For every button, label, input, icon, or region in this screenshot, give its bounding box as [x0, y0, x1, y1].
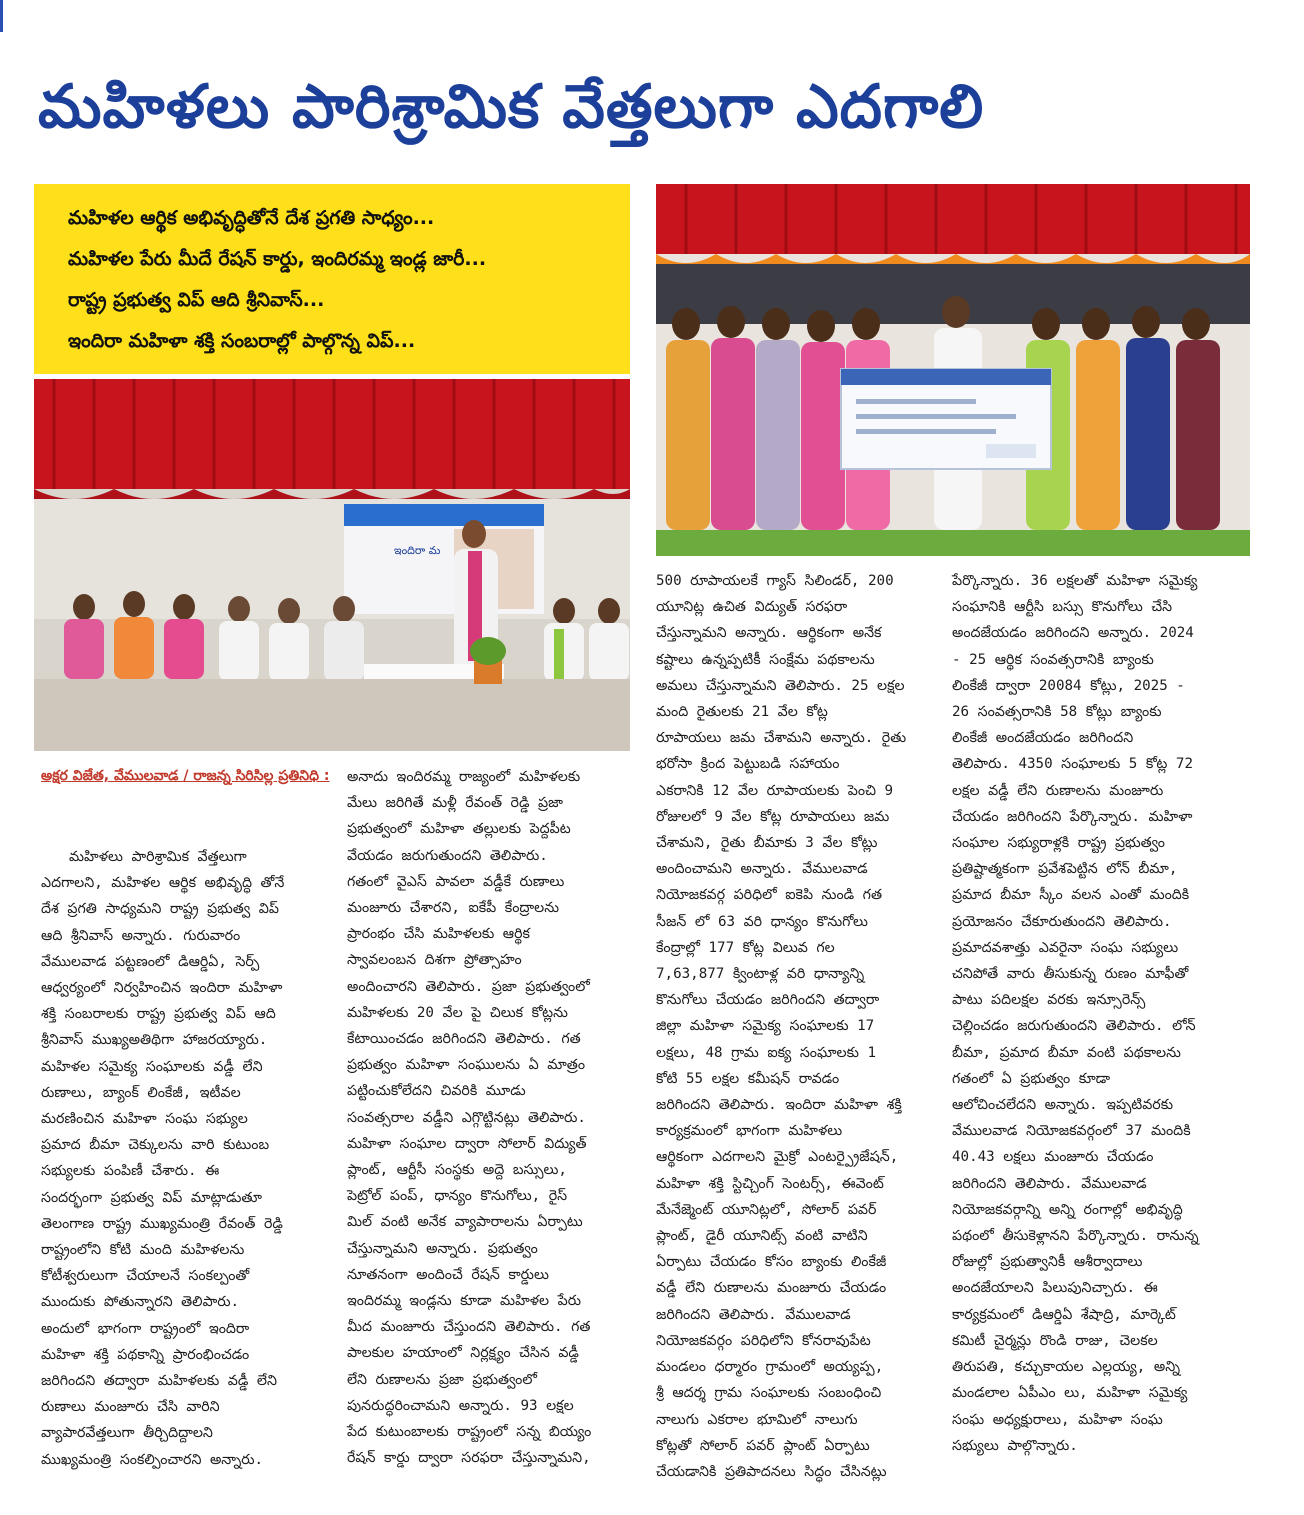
- text-line: మహిళా సంఘాల ద్వారా సోలార్ విద్యుత్: [347, 1135, 587, 1152]
- text-line: ప్రమాదవశాత్తు ఎవరైనా సంఘ సభ్యులు: [952, 939, 1179, 956]
- text-line: కేంద్రాల్లో 177 కోట్ల విలువ గల: [656, 939, 835, 956]
- text-line: రూపాయలు జమ చేశామని అన్నారు. రైతు: [656, 730, 907, 747]
- text-line: జిల్లా మహిళా సమైక్య సంఘాలకు 17: [656, 1018, 875, 1035]
- text-line: చేయడం జరిగిందని పేర్కొన్నారు. మహిళా: [952, 808, 1193, 825]
- text-line: సీజన్ లో 63 వరి ధాన్యం కొనుగోలు: [656, 913, 868, 930]
- text-line: లింకేజీ ద్వారా 20084 కోట్లు, 2025 -: [952, 677, 1185, 694]
- text-line: జరిగిందని తెలిపారు. వేములవాడ: [656, 1306, 851, 1323]
- text-line: తెలిపారు. 4350 సంఘాలకు 5 కోట్ల 72: [952, 756, 1193, 773]
- text-line: లింకేజీ అందజేయడం జరిగిందని: [952, 730, 1134, 747]
- text-line: పథంలో తీసుకెళ్లానని పేర్కొన్నారు. రానున్న: [952, 1228, 1199, 1245]
- text-line: 7,63,877 క్వింటాళ్ల వరి ధాన్యాన్ని: [656, 966, 865, 983]
- text-line: సంఘ అధ్యక్షురాలు, మహిళా సంఘ: [952, 1411, 1163, 1428]
- text-line: మీద మంజూరు చేస్తుందని తెలిపారు. గత: [347, 1319, 591, 1336]
- text-line: మేలు జరిగితే మళ్లీ రేవంత్ రెడ్డి ప్రజా: [347, 795, 563, 812]
- text-line: పునరుద్ధరించామని అన్నారు. 93 లక్షల: [347, 1397, 574, 1414]
- text-line: పేర్కొన్నారు. 36 లక్షలతో మహిళా సమైక్య: [952, 573, 1198, 589]
- text-line: తిరుపతి, కచ్చుకాయల ఎల్లయ్య, అన్ని: [952, 1359, 1181, 1376]
- text-line: అందించారని తెలిపారు. ప్రజా ప్రభుత్వంలో: [347, 978, 590, 995]
- byline: అక్షర విజేత, వేములవాడ / రాజన్న సిరిసిల్ల ప్రతినిధి :: [41, 768, 330, 784]
- text-line: నియోజకవర్గ పరిధిలో ఐకెపి నుండి గత: [656, 887, 882, 904]
- text-line: వేయడం జరుగుతుందని తెలిపారు.: [347, 847, 548, 864]
- text-line: - 25 ఆర్థిక సంవత్సరానికి బ్యాంకు: [952, 651, 1154, 668]
- text-line: ఆధ్వర్యంలో నిర్వహించిన ఇందిరా మహిళా: [41, 980, 283, 997]
- text-line: ముఖ్యమంత్రి సంకల్పించారని అన్నారు.: [41, 1451, 264, 1468]
- text-line: మిల్ వంటి అనేక వ్యాపారాలను ఏర్పాటు: [347, 1214, 583, 1231]
- text-line: మేనేజ్మెంట్ యూనిట్లలో, సోలార్ పవర్: [656, 1201, 877, 1218]
- text-line: మహిళలకు 20 వేల పై చిలుక కోట్లను: [347, 1004, 568, 1021]
- text-line: ప్రయోజనం చేకూరుతుందని తెలిపారు.: [952, 913, 1172, 930]
- text-line: సంఘానికి ఆర్టీసి బస్సు కొనుగోలు చేసి: [952, 599, 1173, 616]
- text-line: గతంలో వైఎస్ పావలా వడ్డీకే రుణాలు: [347, 873, 565, 890]
- text-line: కొనుగోలు చేయడం జరిగిందని తద్వారా: [656, 992, 880, 1009]
- text-line: కష్టాలు ఉన్నప్పటికీ సంక్షేమ పథకాలను: [656, 651, 875, 668]
- text-line: మండలాల ఏపీఎం లు, మహిళా సమైక్య: [952, 1385, 1188, 1402]
- text-line: వడ్డీ లేని రుణాలను మంజూరు చేయడం: [656, 1280, 887, 1297]
- text-line: మంజూరు చేశారని, ఐకేపీ కేంద్రాలను: [347, 900, 560, 917]
- text-line: భరోసా క్రింద పెట్టుబడి సహాయం: [656, 756, 840, 773]
- text-line: చేస్తున్నామని అన్నారు. ప్రభుత్వం: [347, 1240, 538, 1257]
- text-line: ఆది శ్రీనివాస్ అన్నారు. గురువారం: [41, 927, 241, 944]
- text-line: చేయడానికి ప్రతిపాదనలు సిద్ధం చేసినట్లు: [656, 1463, 887, 1480]
- cheque-photo-illustration: [656, 184, 1250, 556]
- text-line: నియోజకవర్గం పరిధిలోని కోనరావుపేట: [656, 1332, 871, 1349]
- text-line: యూనిట్ల ఉచిత విద్యుత్ సరఫరా: [656, 599, 848, 616]
- text-line: శ్రీనివాస్ ముఖ్యఅతిథిగా హాజరయ్యారు.: [41, 1032, 268, 1049]
- text-line: కోట్లతో సోలార్ పవర్ ప్లాంట్ ఏర్పాటు: [656, 1437, 870, 1454]
- text-line: దేశ ప్రగతి సాధ్యమని రాష్ట్ర ప్రభుత్వ విప్: [41, 901, 279, 918]
- text-line: కమిటీ చైర్మన్లు రొండి రాజు, చెలకల: [952, 1332, 1158, 1349]
- text-line: ప్రతిష్టాత్మకంగా ప్రవేశపెట్టిన లోన్ బీమా,: [952, 861, 1178, 878]
- text-line: రోజులలో 9 వేల కోట్ల రూపాయలు జమ: [656, 808, 890, 825]
- text-line: మంది రైతులకు 21 వేల కోట్ల: [656, 704, 828, 721]
- event-photo-stage: [34, 379, 630, 751]
- text-line: మహిళా శక్తి స్టిచ్చింగ్ సెంటర్స్, ఈవెంట్: [656, 1175, 884, 1192]
- highlight-line: మహిళల ఆర్థిక అభివృద్ధితోనే దేశ ప్రగతి సాధ్యం...: [68, 207, 435, 229]
- text-line: కోటీశ్వరులుగా చేయాలనే సంకల్పంతో: [41, 1268, 250, 1285]
- text-line: ముందుకు పోతున్నారని తెలిపారు.: [41, 1294, 240, 1311]
- text-line: స్వావలంబన దిశగా ప్రోత్సాహం: [347, 952, 522, 969]
- text-line: ప్లాంట్, డైరీ యూనిట్స్ వంటి వాటిని: [656, 1228, 868, 1245]
- article-column-4: [952, 568, 1242, 1459]
- text-line: సభ్యులకు పంపిణీ చేశారు. ఈ: [41, 1163, 220, 1180]
- text-line: జరిగిందని తెలిపారు. వేములవాడ: [952, 1175, 1147, 1192]
- text-line: ప్లాంట్, ఆర్టీసీ సంస్థకు అద్దె బస్సులు,: [347, 1162, 567, 1179]
- text-line: చేశామని, రైతు బీమాకు 3 వేల కోట్లు: [656, 835, 878, 852]
- text-line: 40.43 లక్షలు మంజూరు చేయడం: [952, 1149, 1154, 1166]
- text-line: అమలు చేస్తున్నామని తెలిపారు. 25 లక్షల: [656, 677, 905, 694]
- text-line: అందులో భాగంగా రాష్ట్రంలో ఇందిరా: [41, 1320, 250, 1337]
- text-line: అందజేయడం జరిగిందని అన్నారు. 2024: [952, 625, 1194, 642]
- text-line: లక్షలు, 48 గ్రామ ఐక్య సంఘాలకు 1: [656, 1044, 877, 1061]
- text-line: 26 సంవత్సరానికి 58 కోట్లు బ్యాంకు: [952, 704, 1162, 721]
- highlight-box: [34, 184, 630, 374]
- text-line: పెట్రోల్ పంప్, ధాన్యం కొనుగోలు, రైస్: [347, 1188, 568, 1205]
- text-line: మండలం ధర్మారం గ్రామంలో అయ్యప్ప,: [656, 1359, 884, 1376]
- text-line: మహిళలు పారిశ్రామిక వేత్తలుగా: [69, 849, 247, 865]
- text-line: జరిగిందని తెలిపారు. ఇందిరా మహిళా శక్తి: [656, 1097, 902, 1114]
- headline: మహిళలు పారిశ్రామిక వేత్తలుగా ఎదగాలి: [38, 72, 985, 142]
- text-line: 500 రూపాయలకే గ్యాస్ సిలిండర్, 200: [656, 573, 894, 589]
- text-line: ప్రారంభం చేసి మహిళలకు ఆర్థిక: [347, 926, 530, 943]
- text-line: లక్షల వడ్డీ లేని రుణాలను మంజూరు: [952, 782, 1164, 799]
- text-line: కార్యక్రమంలో డిఆర్డిఏ శేషాద్రి, మార్కెట్: [952, 1306, 1176, 1323]
- text-line: రుణాలు మంజూరు చేసి వారిని: [41, 1399, 220, 1416]
- page-edge-marker: [0, 0, 3, 32]
- banner-text: ఇందిరా మ: [394, 544, 441, 557]
- highlight-line: మహిళల పేరు మీదే రేషన్ కార్డు, ఇందిరమ్మ ఇండ్ల జారీ...: [68, 248, 487, 270]
- text-line: పట్టించుకోలేదని చివరికి మూడు: [347, 1083, 526, 1100]
- stage-photo-illustration: [34, 379, 630, 751]
- text-line: మహిళా శక్తి పథకాన్ని ప్రారంభించడం: [41, 1346, 250, 1363]
- text-line: కేటాయించడం జరిగిందని తెలిపారు. గత: [347, 1031, 581, 1048]
- text-line: పేద కుటుంబాలకు రాష్ట్రంలో సన్న బియ్యం: [347, 1424, 592, 1441]
- highlight-line: ఇందిరా మహిళా శక్తి సంబరాల్లో పాల్గొన్న విప్...: [68, 330, 416, 352]
- text-line: ఆలోచించలేదని అన్నారు. ఇప్పటివరకు: [952, 1097, 1174, 1114]
- text-line: ఆర్థికంగా ఎదగాలని మైక్రో ఎంటర్ప్రైజేషన్,: [656, 1149, 899, 1166]
- highlight-line: రాష్ట్ర ప్రభుత్వ విప్ ఆది శ్రీనివాస్...: [68, 289, 325, 311]
- text-line: చెల్లించడం జరుగుతుందని తెలిపారు. లోన్: [952, 1018, 1196, 1035]
- text-line: పాలకుల హయాంలో నిర్లక్ష్యం చేసిన వడ్డీ: [347, 1345, 579, 1362]
- text-line: రాష్ట్రంలోని కోటి మంది మహిళలను: [41, 1242, 245, 1259]
- text-line: ఇందిరమ్మ ఇండ్లను కూడా మహిళల పేరు: [347, 1293, 582, 1310]
- text-line: శ్రీ ఆదర్శ గ్రామ సంఘాలకు సంబంధించి: [656, 1385, 882, 1402]
- text-line: నాలుగు ఎకరాల భూమిలో నాలుగు: [656, 1411, 858, 1428]
- text-line: ప్రమాద బీమా స్కీం వలన ఎంతో మందికి: [952, 887, 1190, 904]
- text-line: ప్రమాద బీమా చెక్కులను వారి కుటుంబ: [41, 1137, 270, 1154]
- text-line: వ్యాపారవేత్తలుగా తీర్చిదిద్దాలని: [41, 1425, 213, 1442]
- text-line: వేములవాడ పట్టణంలో డిఆర్డిఏ, సెర్ప్: [41, 953, 260, 970]
- text-line: కోటి 55 లక్షల కమీషన్ రావడం: [656, 1070, 840, 1087]
- text-line: మహిళల సమైక్య సంఘాలకు వడ్డీ లేని: [41, 1058, 263, 1075]
- text-line: సంవత్సరాల వడ్డీని ఎగ్గొట్టినట్లు తెలిపారు.: [347, 1109, 586, 1126]
- text-line: చేస్తున్నామని అన్నారు. ఆర్థికంగా అనేక: [656, 625, 882, 642]
- text-line: రేషన్ కార్డు ద్వారా సరఫరా చేస్తున్నామని,: [347, 1450, 591, 1467]
- text-line: శక్తి సంబరాలకు రాష్ట్ర ప్రభుత్వ విప్ ఆది: [41, 1006, 276, 1023]
- article-column-3: [656, 568, 942, 1485]
- text-line: రోజుల్లో ప్రభుత్వానికీ ఆశీర్వాదాలు: [952, 1254, 1143, 1271]
- text-line: ఎదగాలని, మహిళల ఆర్థిక అభివృద్ధి తోనే: [41, 875, 285, 892]
- text-line: చనిపోతే వారు తీసుకున్న రుణం మాఫీతో: [952, 966, 1189, 983]
- text-line: ఏర్పాటు చేయడం కోసం బ్యాంకు లింకేజీ: [656, 1254, 887, 1271]
- text-line: అనాదు ఇందిరమ్మ రాజ్యంలో మహిళలకు: [347, 769, 581, 785]
- text-line: అందజేయాలని పిలుపునిచ్చారు. ఈ: [952, 1280, 1158, 1297]
- text-line: అందించామని అన్నారు. వేములవాడ: [656, 861, 868, 878]
- text-line: సందర్భంగా ప్రభుత్వ విప్ మాట్లాడుతూ: [41, 1189, 262, 1206]
- article-column-2: [347, 764, 635, 1471]
- text-line: లేని రుణాలను ప్రజా ప్రభుత్వంలో: [347, 1371, 537, 1388]
- text-line: ఎకరానికి 12 వేల రూపాయలకు పెంచి 9: [656, 782, 894, 799]
- text-line: గతంలో ఏ ప్రభుత్వం కూడా: [952, 1070, 1111, 1087]
- text-line: రుణాలు, బ్యాంక్ లింకేజీ, ఇటీవల: [41, 1084, 241, 1101]
- text-line: కార్యక్రమంలో భాగంగా మహిళలు: [656, 1123, 843, 1140]
- text-line: ప్రభుత్వంలో మహిళా తల్లులకు పెద్దపీట: [347, 821, 571, 838]
- article-column-1: [41, 844, 329, 1473]
- text-line: పాటు పదిలక్షల వరకు ఇన్సూరెన్స్: [952, 992, 1146, 1009]
- event-photo-cheque: [656, 184, 1250, 556]
- text-line: జరిగిందని తద్వారా మహిళలకు వడ్డీ లేని: [41, 1373, 277, 1390]
- text-line: సంఘాల సభ్యురాళ్లకి రాష్ట్ర ప్రభుత్వం: [952, 835, 1165, 852]
- text-line: ప్రభుత్వం మహిళా సంఘులను ఏ మాత్రం: [347, 1057, 586, 1074]
- text-line: నియోజకవర్గాన్ని అన్ని రంగాల్లో అభివృద్ధి: [952, 1201, 1183, 1218]
- text-line: నూతనంగా అందించే రేషన్ కార్డులు: [347, 1266, 549, 1283]
- text-line: సభ్యులు పాల్గొన్నారు.: [952, 1437, 1078, 1454]
- text-line: తెలంగాణ రాష్ట్ర ముఖ్యమంత్రి రేవంత్ రెడ్డి: [41, 1215, 283, 1232]
- text-line: మరణించిన మహిళా సంఘ సభ్యుల: [41, 1111, 248, 1128]
- text-line: బీమా, ప్రమాద బీమా వంటి పథకాలను: [952, 1044, 1181, 1061]
- text-line: వేములవాడ నియోజకవర్గంలో 37 మందికి: [952, 1123, 1191, 1140]
